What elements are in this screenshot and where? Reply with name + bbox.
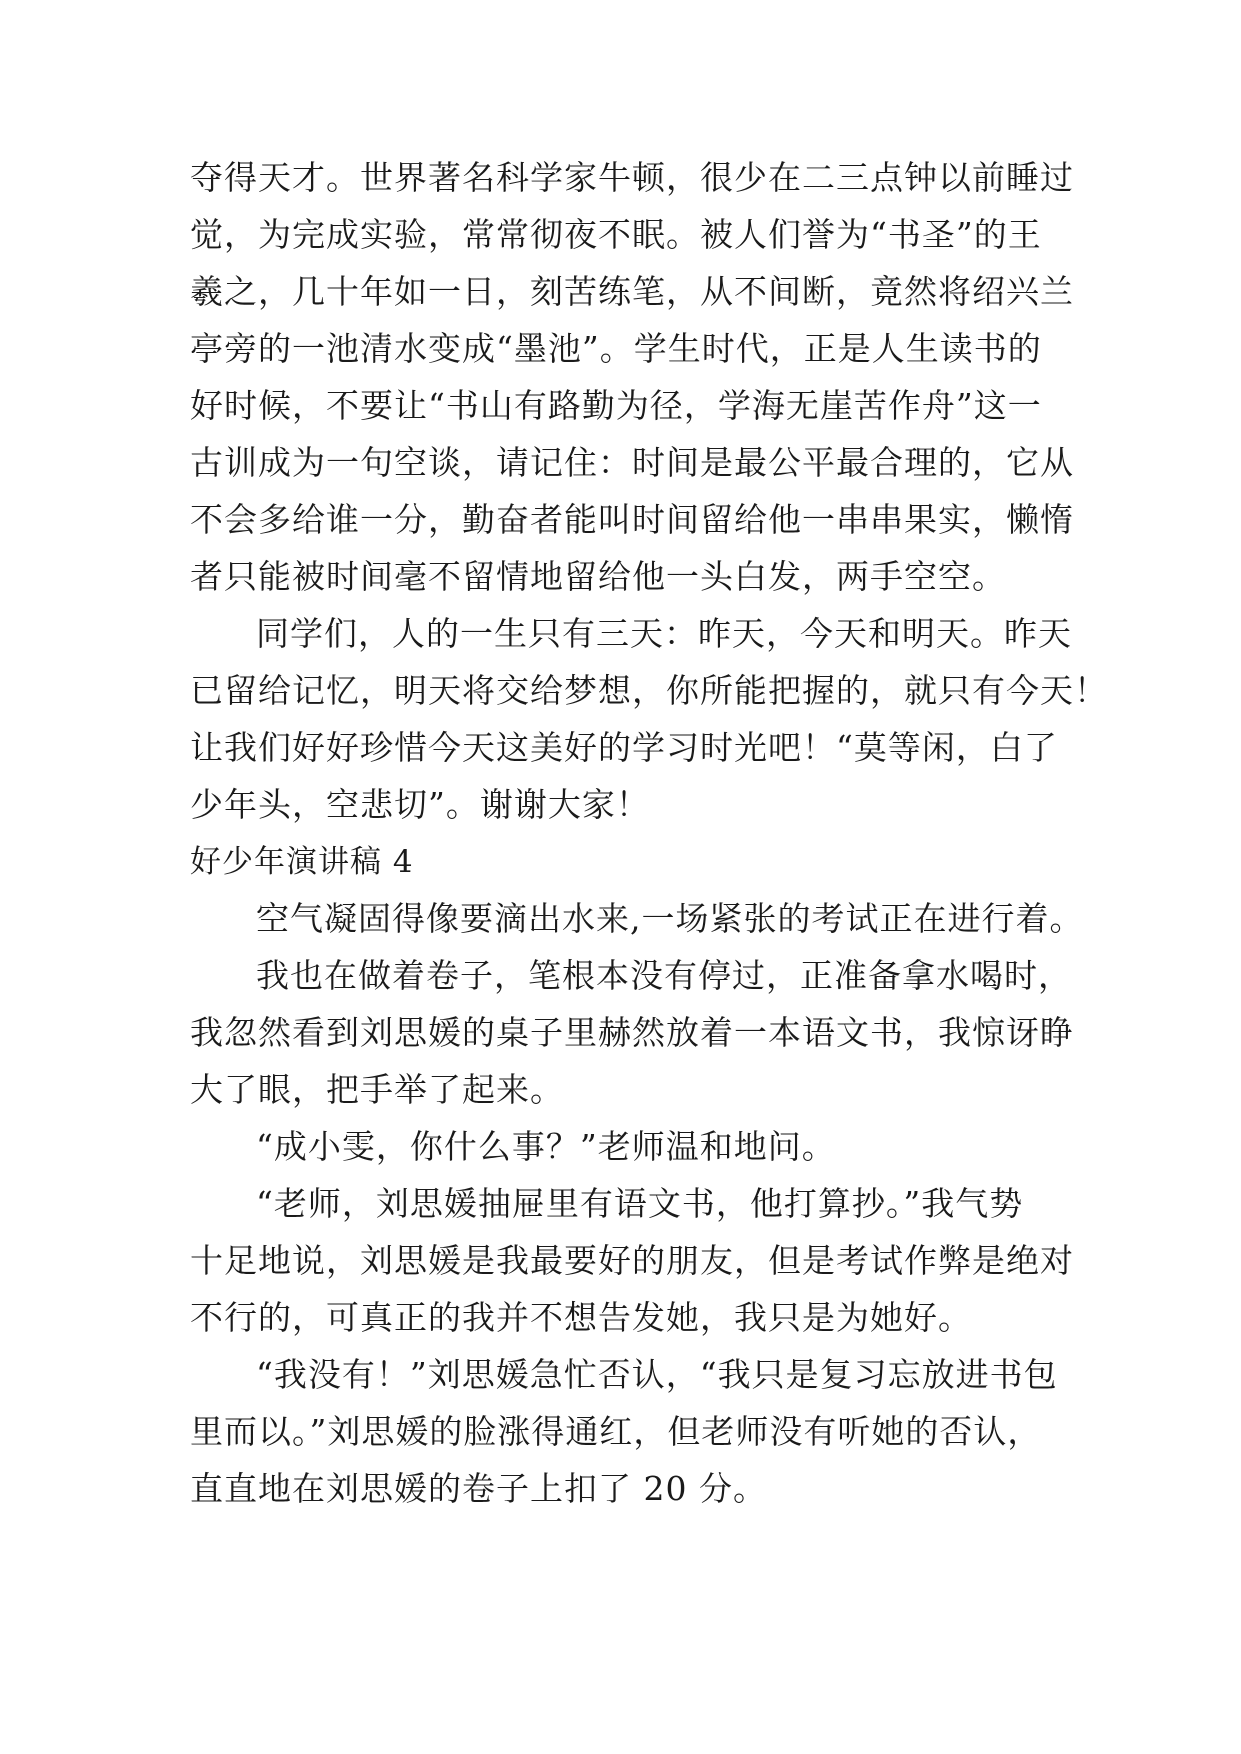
paragraph-line: 我也在做着卷子，笔根本没有停过，正准备拿水喝时， [256,956,1072,995]
paragraph-line: 里而以。”刘思媛的脸涨得通红，但老师没有听她的否认， [190,1412,1042,1451]
paragraph-line: 不行的，可真正的我并不想告发她，我只是为她好。 [190,1298,972,1337]
paragraph-line: “老师，刘思媛抽屉里有语文书，他打算抄。”我气势 [256,1184,1024,1223]
paragraph-line: 好时候，不要让“书山有路勤为径，学海无崖苦作舟”这一 [190,386,1042,425]
paragraph-line: 空气凝固得像要滴出水来,一场紧张的考试正在进行着。 [256,899,1084,938]
paragraph-line: 亭旁的一池清水变成“墨池”。学生时代，正是人生读书的 [190,329,1042,368]
paragraph-line: “成小雯，你什么事？”老师温和地问。 [256,1127,836,1166]
paragraph-line: 同学们，人的一生只有三天：昨天，今天和明天。昨天 [256,614,1072,653]
paragraph-line: “我没有！”刘思媛急忙否认，“我只是复习忘放进书包 [256,1355,1058,1394]
paragraph-line: 夺得天才。世界著名科学家牛顿，很少在二三点钟以前睡过 [190,158,1074,197]
paragraph-line: 羲之，几十年如一日，刻苦练笔，从不间断，竟然将绍兴兰 [190,272,1074,311]
paragraph-line: 我忽然看到刘思媛的桌子里赫然放着一本语文书，我惊讶睁 [190,1013,1074,1052]
paragraph-line: 觉，为完成实验，常常彻夜不眠。被人们誉为“书圣”的王 [190,215,1042,254]
paragraph-line: 不会多给谁一分，勤奋者能叫时间留给他一串串果实，懒惰 [190,500,1074,539]
paragraph-line: 已留给记忆，明天将交给梦想，你所能把握的，就只有今天！ [190,671,1108,710]
section-heading: 好少年演讲稿 4 [190,844,414,880]
paragraph-line: 十足地说，刘思媛是我最要好的朋友，但是考试作弊是绝对 [190,1241,1074,1280]
paragraph-line: 古训成为一句空谈，请记住：时间是最公平最合理的，它从 [190,443,1074,482]
paragraph-line: 少年头，空悲切”。谢谢大家！ [190,785,650,824]
paragraph-line: 直直地在刘思媛的卷子上扣了 20 分。 [190,1469,767,1508]
paragraph-line: 让我们好好珍惜今天这美好的学习时光吧！“莫等闲，白了 [190,728,1058,767]
paragraph-line: 者只能被时间毫不留情地留给他一头白发，两手空空。 [190,557,1006,596]
paragraph-line: 大了眼，把手举了起来。 [190,1070,564,1109]
